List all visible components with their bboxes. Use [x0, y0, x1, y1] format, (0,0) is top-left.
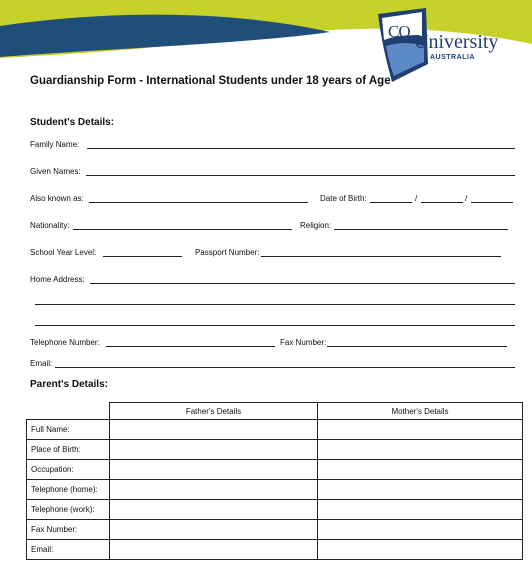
dob-year-field[interactable] [471, 202, 513, 203]
student-details-heading: Student's Details: [30, 117, 115, 128]
fax-number-label: Fax Number: [280, 338, 327, 347]
dob-separator: / [465, 194, 468, 203]
also-known-as-label: Also known as: [30, 194, 84, 203]
form-title: Guardianship Form - International Students under 18 years of Age [30, 75, 391, 87]
home-address-field-line1[interactable] [90, 283, 515, 284]
also-known-as-field[interactable] [89, 202, 308, 203]
table-corner-cell [27, 403, 110, 420]
row-label-place-of-birth: Place of Birth: [27, 440, 110, 460]
father-telephone-home-cell[interactable] [110, 480, 318, 500]
row-label-full-name: Full Name: [27, 420, 110, 440]
logo-cq-text: CQ [388, 22, 410, 41]
table-header-row [27, 403, 523, 420]
date-of-birth-label: Date of Birth: [320, 194, 367, 203]
dob-separator: / [415, 194, 418, 203]
mother-telephone-work-cell[interactable] [318, 500, 523, 520]
passport-number-label: Passport Number: [195, 248, 260, 257]
given-names-label: Given Names: [30, 167, 81, 176]
parent-details-table [26, 402, 523, 560]
mother-fax-number-cell[interactable] [318, 520, 523, 540]
dob-month-field[interactable] [421, 202, 463, 203]
telephone-number-label: Telephone Number: [30, 338, 100, 347]
given-names-field[interactable] [86, 175, 515, 176]
logo-university-text: University [414, 31, 499, 53]
mother-place-of-birth-cell[interactable] [318, 440, 523, 460]
home-address-field-line3[interactable] [35, 325, 515, 326]
row-label-email: Email: [27, 540, 110, 560]
home-address-label: Home Address: [30, 275, 85, 284]
parent-details-heading: Parent's Details: [30, 379, 108, 390]
father-fax-number-cell[interactable] [110, 520, 318, 540]
mother-occupation-cell[interactable] [318, 460, 523, 480]
mother-full-name-cell[interactable] [318, 420, 523, 440]
row-label-fax-number: Fax Number: [27, 520, 110, 540]
father-occupation-cell[interactable] [110, 460, 318, 480]
religion-field[interactable] [334, 229, 508, 230]
father-place-of-birth-cell[interactable] [110, 440, 318, 460]
mother-email-cell[interactable] [318, 540, 523, 560]
nationality-label: Nationality: [30, 221, 70, 230]
school-year-level-field[interactable] [103, 256, 182, 257]
nationality-field[interactable] [73, 229, 292, 230]
mothers-details-header: Mother's Details [318, 403, 523, 420]
table-row [27, 500, 523, 520]
table-row [27, 440, 523, 460]
dob-day-field[interactable] [370, 202, 412, 203]
table-row [27, 420, 523, 440]
email-label: Email: [30, 359, 53, 368]
fax-number-field[interactable] [327, 346, 507, 347]
table-row [27, 460, 523, 480]
email-field[interactable] [55, 367, 515, 368]
religion-label: Religion: [300, 221, 332, 230]
table-row [27, 480, 523, 500]
table-row [27, 540, 523, 560]
family-name-label: Family Name: [30, 140, 80, 149]
table-row [27, 520, 523, 540]
row-label-telephone-home: Telephone (home): [27, 480, 110, 500]
home-address-field-line2[interactable] [35, 304, 515, 305]
mother-telephone-home-cell[interactable] [318, 480, 523, 500]
father-email-cell[interactable] [110, 540, 318, 560]
school-year-level-label: School Year Level: [30, 248, 97, 257]
fathers-details-header: Father's Details [110, 403, 318, 420]
father-telephone-work-cell[interactable] [110, 500, 318, 520]
father-full-name-cell[interactable] [110, 420, 318, 440]
logo-country-text: AUSTRALIA [430, 54, 475, 61]
family-name-field[interactable] [87, 148, 515, 149]
row-label-telephone-work: Telephone (work): [27, 500, 110, 520]
row-label-occupation: Occupation: [27, 460, 110, 480]
passport-number-field[interactable] [261, 256, 501, 257]
telephone-number-field[interactable] [106, 346, 275, 347]
